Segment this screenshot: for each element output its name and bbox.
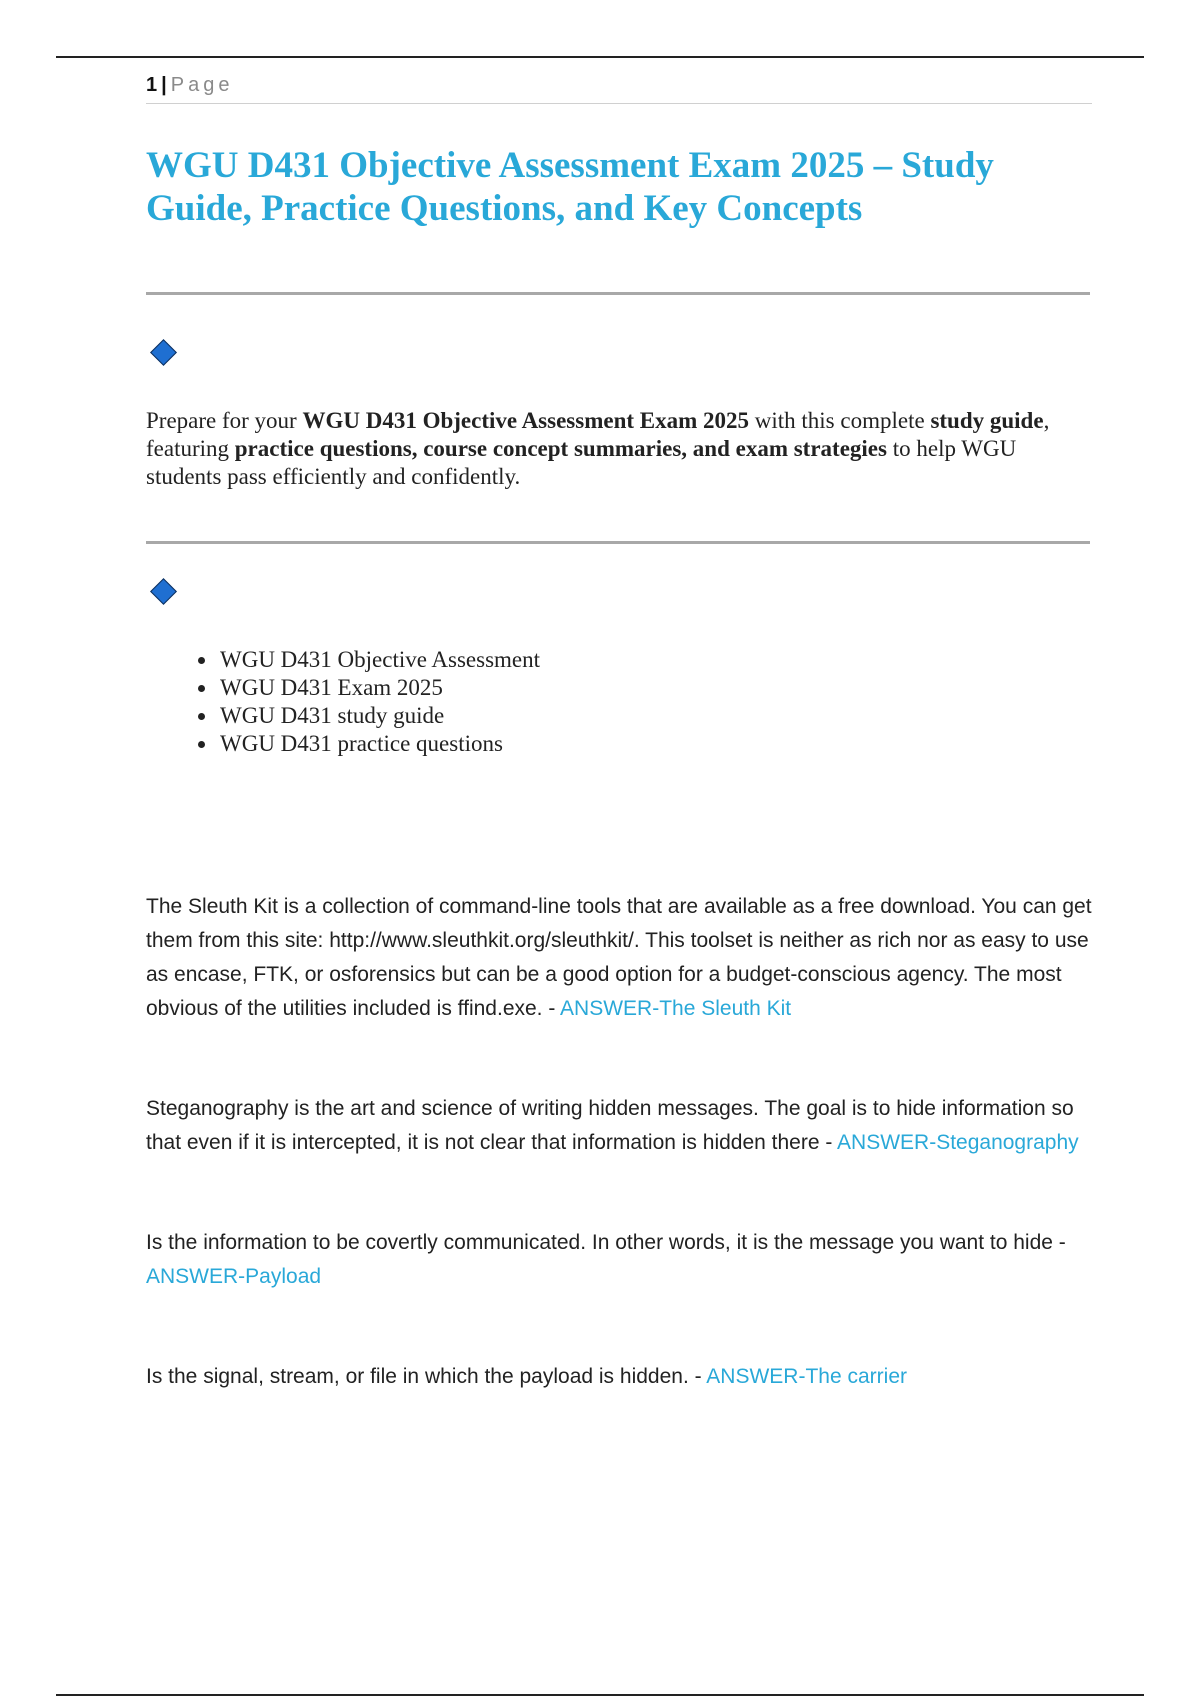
- intro-text: to help WGU students pass efficiently and confidently.: [146, 436, 1017, 489]
- page-separator: |: [161, 74, 167, 96]
- intro-bold-exam: WGU D431 Objective Assessment Exam 2025: [302, 408, 750, 433]
- intro-paragraph: [146, 407, 1086, 491]
- qa-answer: ANSWER-Steganography: [837, 1131, 1079, 1154]
- keyword-item: • WGU D431 Objective Assessment: [218, 646, 1092, 674]
- intro-text: with this complete: [749, 408, 931, 433]
- page-bottom-border: [56, 1694, 1144, 1696]
- qa-question: Is the information to be covertly communicated. In other words, it is the message you want to hide -: [146, 1231, 1066, 1254]
- page-top-border: [56, 56, 1144, 58]
- qa-answer: ANSWER-The Sleuth Kit: [560, 997, 792, 1020]
- page-header: [146, 74, 1092, 104]
- page-label: Page: [170, 74, 234, 96]
- diamond-bullet: [146, 343, 1092, 369]
- qa-item: [146, 1360, 1092, 1394]
- diamond-icon: [150, 339, 177, 366]
- qa-question: Steganography is the art and science of writing hidden messages. The goal is to hide information so that even if it is intercepted, it is not clear that information is hidden there -: [146, 1097, 1074, 1154]
- keyword-item: • WGU D431 practice questions: [218, 730, 1092, 758]
- keyword-item: • WGU D431 study guide: [218, 702, 1092, 730]
- qa-item: [146, 1226, 1092, 1294]
- document-title: WGU D431 Objective Assessment Exam 2025 – Study Guide, Practice Questions, and Key Concepts: [146, 145, 994, 229]
- qa-question: Is the signal, stream, or file in which the payload is hidden. -: [146, 1365, 707, 1388]
- diamond-bullet: [146, 582, 1092, 608]
- intro-bold-guide: study guide: [930, 408, 1044, 433]
- qa-answer: ANSWER-The carrier: [706, 1365, 907, 1388]
- section-divider: [146, 541, 1090, 544]
- intro-text: , featuring: [146, 408, 1050, 461]
- qa-item: [146, 890, 1092, 1026]
- keyword-item: • WGU D431 Exam 2025: [218, 674, 1092, 702]
- document-page: [146, 74, 1092, 1394]
- keyword-list: [146, 646, 1092, 758]
- qa-item: [146, 1092, 1092, 1160]
- section-divider: [146, 292, 1090, 295]
- qa-question: The Sleuth Kit is a collection of command-line tools that are available as a free download. You can get them from this site: http://www.sleuthkit.org/sleuthkit/. This toolset is neither as rich nor as easy to use as encase, FTK, or osforensics but can be a good option for a budget-conscious agency. The most obvious of the utilities included is ffind.exe. -: [146, 895, 1092, 1020]
- intro-bold-features: practice questions, course concept summaries, and exam strategies: [234, 436, 887, 461]
- intro-text: Prepare for your: [146, 408, 303, 433]
- qa-answer: ANSWER-Payload: [146, 1265, 322, 1288]
- diamond-icon: [150, 578, 177, 605]
- page-number: 1: [146, 74, 158, 96]
